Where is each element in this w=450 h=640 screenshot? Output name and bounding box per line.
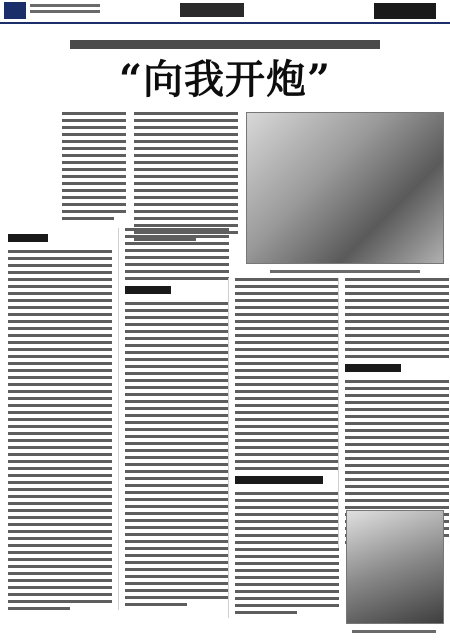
body-column-upper-1 bbox=[134, 112, 238, 245]
photo-top-caption bbox=[270, 266, 420, 273]
date-lines bbox=[30, 4, 100, 16]
body-column-1 bbox=[8, 228, 112, 614]
masthead-logo bbox=[374, 3, 436, 19]
body-column-2 bbox=[118, 228, 229, 610]
photo-top bbox=[246, 112, 444, 264]
photo-bottom-caption bbox=[352, 626, 436, 633]
subhead-mark bbox=[235, 476, 323, 484]
subhead-mark bbox=[125, 286, 171, 294]
photo-bottom bbox=[346, 510, 444, 624]
subhead-mark bbox=[8, 234, 48, 242]
section-title-mark bbox=[180, 3, 244, 17]
intro-column bbox=[62, 112, 126, 224]
main-headline: “向我开炮” bbox=[118, 56, 331, 103]
body-column-3 bbox=[228, 278, 339, 618]
headline-subtitle-mark bbox=[70, 40, 380, 49]
body-column-4 bbox=[338, 278, 449, 548]
subhead-mark bbox=[345, 364, 401, 372]
page-number-mark bbox=[4, 2, 26, 19]
